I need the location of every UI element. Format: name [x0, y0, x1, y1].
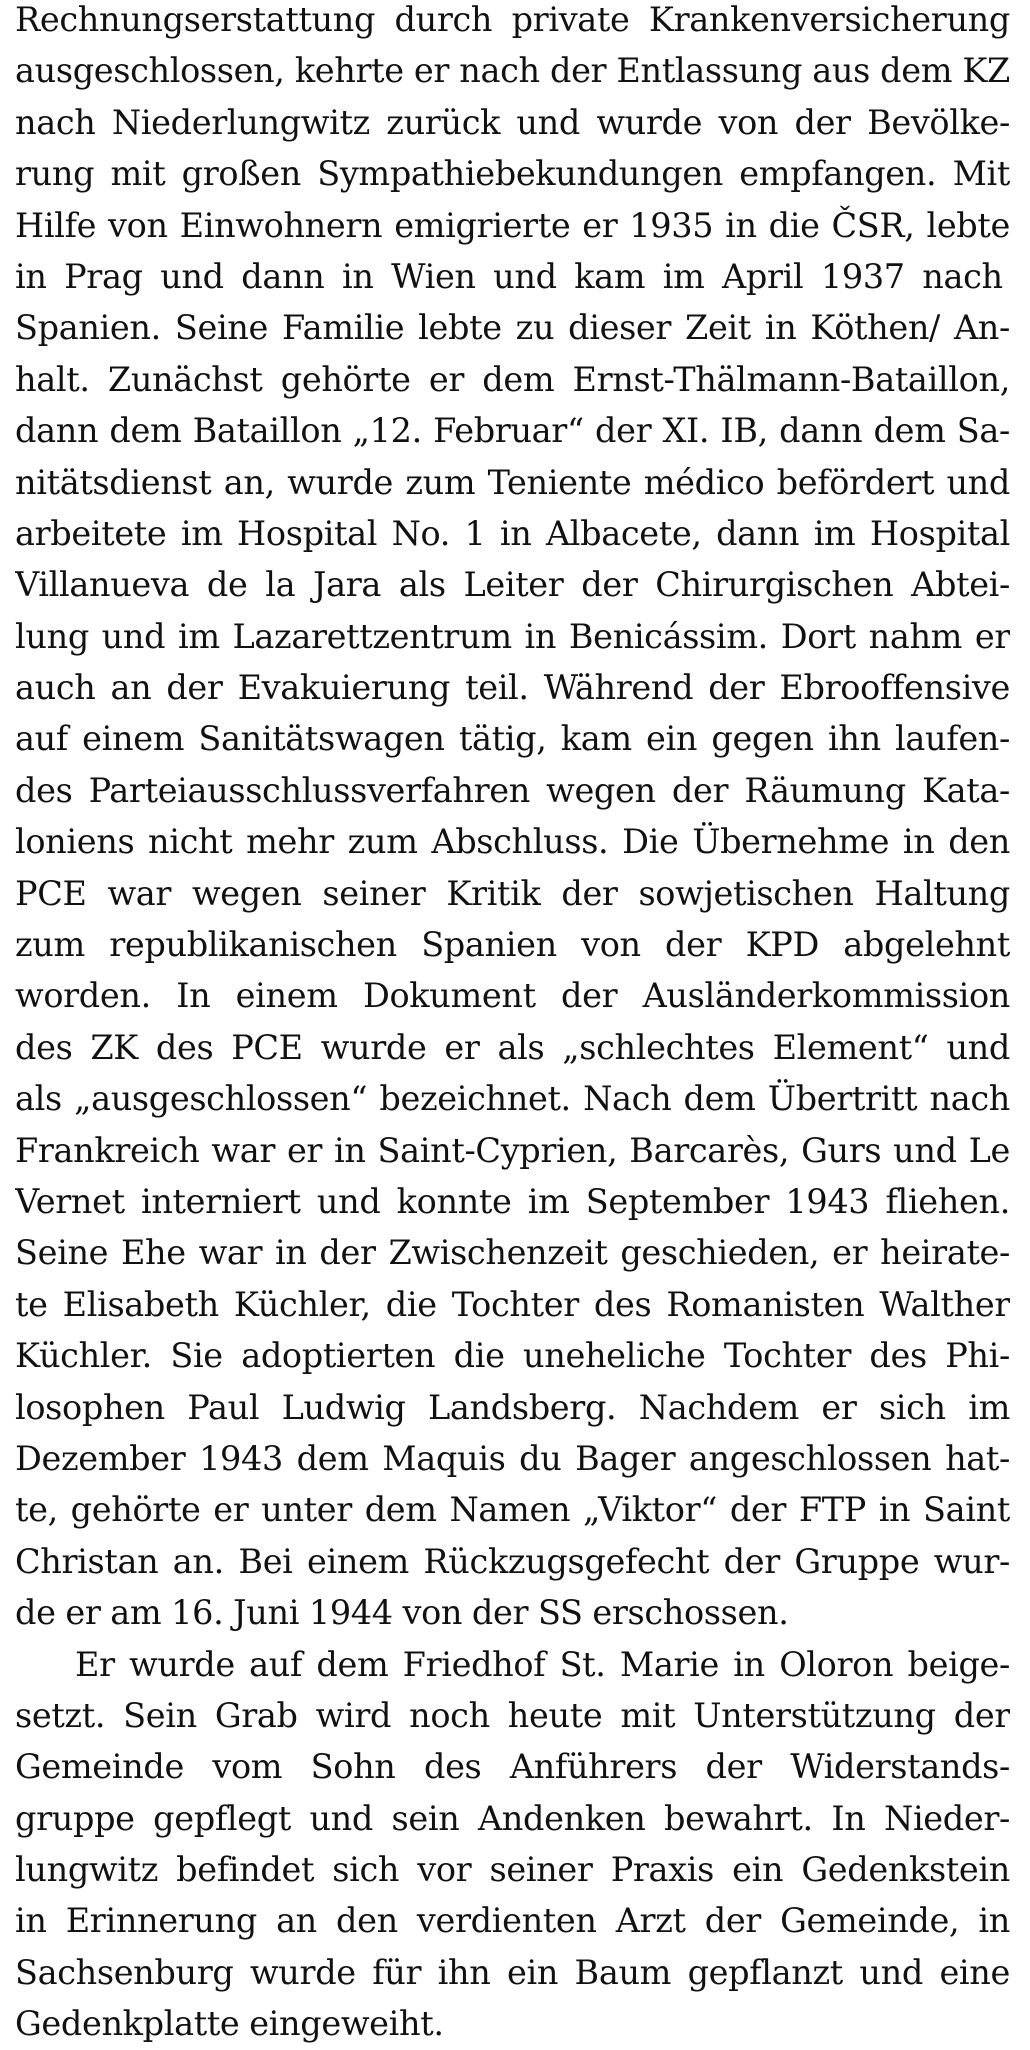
text-line: Gemeinde vom Sohn des Anführers der Widerstands-	[15, 1747, 1010, 1787]
text-line: Hilfe von Einwohnern emigrierte er 1935 in die ČSR, lebte	[15, 205, 1010, 245]
text-line: des Parteiausschlussverfahren wegen der Räumung Kata-	[15, 770, 1010, 810]
text-line: ausgeschlossen, kehrte er nach der Entlassung aus dem KZ	[15, 51, 1010, 91]
text-line: Frankreich war er in Saint-Cyprien, Barcarès, Gurs und Le	[15, 1130, 1010, 1170]
text-line: Spanien. Seine Familie lebte zu dieser Zeit in Köthen/ An-	[15, 308, 1010, 348]
text-line: dann dem Bataillon „12. Februar“ der XI. IB, dann dem Sa-	[15, 411, 1010, 451]
text-line: auch an der Evakuierung teil. Während der Ebrooffensive	[15, 668, 1010, 708]
text-line: Dezember 1943 dem Maquis du Bager angeschlossen hat-	[15, 1438, 1010, 1478]
text-line: loniens nicht mehr zum Abschluss. Die Übernehme in den	[15, 822, 1010, 862]
text-line: Gedenkplatte eingeweiht.	[15, 2004, 444, 2044]
text-line: in Prag und dann in Wien und kam im April 1937 nach	[15, 256, 1003, 296]
text-line: nitätsdienst an, wurde zum Teniente médico befördert und	[15, 462, 1010, 502]
paragraph-memorial	[15, 1639, 1010, 2050]
text-line: Christan an. Bei einem Rückzugsgefecht der Gruppe wur-	[15, 1541, 1010, 1581]
text-line: in Erinnerung an den verdienten Arzt der Gemeinde, in	[15, 1901, 1010, 1941]
text-line: halt. Zunächst gehörte er dem Ernst-Thälmann-Bataillon,	[15, 359, 1010, 399]
text-line: PCE war wegen seiner Kritik der sowjetischen Haltung	[15, 873, 1010, 913]
text-line: Seine Ehe war in der Zwischenzeit geschieden, er heirate-	[15, 1233, 1010, 1273]
text-line: Sachsenburg wurde für ihn ein Baum gepflanzt und eine	[15, 1952, 1010, 1992]
text-line: rung mit großen Sympathiebekundungen empfangen. Mit	[15, 154, 1010, 194]
text-line: des ZK des PCE wurde er als „schlechtes Element“ und	[15, 1027, 1010, 1067]
text-line: Vernet interniert und konnte im September 1943 fliehen.	[15, 1181, 1010, 1221]
text-line: Er wurde auf dem Friedhof St. Marie in Oloron beige-	[75, 1644, 1010, 1684]
text-line: lungwitz befindet sich vor seiner Praxis ein Gedenkstein	[15, 1850, 1010, 1890]
text-line: lung und im Lazarettzentrum in Benicássim. Dort nahm er	[15, 616, 1010, 656]
text-line: Küchler. Sie adoptierten die uneheliche Tochter des Phi-	[15, 1336, 1010, 1376]
text-line: auf einem Sanitätswagen tätig, kam ein gegen ihn laufen-	[15, 719, 1010, 759]
paragraph-biography	[15, 0, 1010, 1639]
text-line: als „ausgeschlossen“ bezeichnet. Nach dem Übertritt nach	[15, 1079, 1010, 1119]
text-line: setzt. Sein Grab wird noch heute mit Unterstützung der	[15, 1695, 1010, 1735]
text-line: gruppe gepflegt und sein Andenken bewahrt. In Nieder-	[15, 1798, 1010, 1838]
document-page	[15, 0, 1010, 2050]
text-line: losophen Paul Ludwig Landsberg. Nachdem er sich im	[15, 1387, 1010, 1427]
text-line: arbeitete im Hospital No. 1 in Albacete, dann im Hospital	[15, 513, 1010, 553]
text-line: zum republikanischen Spanien von der KPD abgelehnt	[15, 925, 1010, 965]
text-line: Villanueva de la Jara als Leiter der Chirurgischen Abtei-	[15, 565, 1010, 605]
text-line: worden. In einem Dokument der Ausländerkommission	[15, 976, 1010, 1016]
text-line: te Elisabeth Küchler, die Tochter des Romanisten Walther	[15, 1284, 1010, 1324]
text-line: Rechnungserstattung durch private Krankenversicherung	[15, 0, 1010, 39]
text-line: de er am 16. Juni 1944 von der SS erschossen.	[15, 1593, 789, 1633]
text-line: te, gehörte er unter dem Namen „Viktor“ der FTP in Saint	[15, 1490, 1010, 1530]
text-line: nach Niederlungwitz zurück und wurde von der Bevölke-	[15, 102, 1010, 142]
